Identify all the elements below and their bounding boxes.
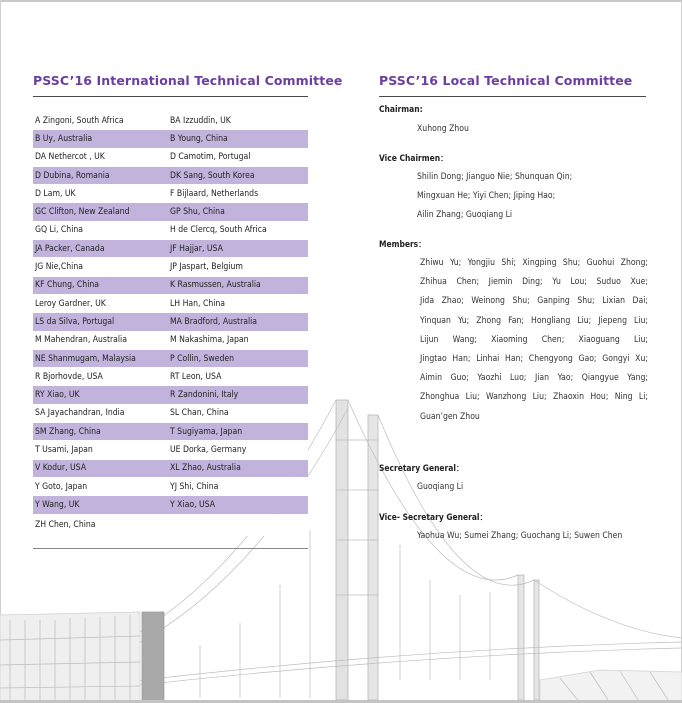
- members-names: [420, 254, 648, 427]
- committee-member-cell: RT Leon, USA: [168, 368, 308, 386]
- table-row: [33, 276, 308, 294]
- name-line: Guoqiang Li: [417, 482, 464, 492]
- vice-secretary-general-heading: Vice- Secretary General：: [379, 512, 488, 522]
- title-divider: [379, 96, 646, 97]
- committee-member-cell: V Kodur, USA: [33, 459, 168, 477]
- table-row: [33, 112, 308, 130]
- committee-member-cell: T Sugiyama, Japan: [168, 423, 308, 441]
- name-line: Jida Zhao; Weinong Shu; Ganping Shu; Lixian Dai;: [420, 296, 648, 307]
- name-line: Zhonghua Liu; Wanzhong Liu; Zhaoxin Hou; Ning Li;: [420, 392, 648, 403]
- table-row: [33, 258, 308, 276]
- secretary-general-heading: Secretary General：: [379, 463, 465, 473]
- committee-member-cell: GQ Li, China: [33, 221, 168, 239]
- committee-member-cell: R Bjorhovde, USA: [33, 368, 168, 386]
- name-line: Ailin Zhang; Guoqiang Li: [417, 210, 513, 221]
- table-row: [33, 477, 308, 495]
- table-row: [33, 368, 308, 386]
- committee-member-cell: BA Izzuddin, UK: [168, 112, 308, 130]
- name-line: Xuhong Zhou: [417, 124, 469, 134]
- committee-member-cell: DK Sang, South Korea: [168, 166, 308, 184]
- committee-member-cell: JP Jaspart, Belgium: [168, 258, 308, 276]
- table-row: [33, 496, 308, 514]
- table-row: [33, 404, 308, 422]
- committee-member-cell: [168, 514, 308, 535]
- table-row: [33, 441, 308, 459]
- committee-member-cell: SL Chan, China: [168, 404, 308, 422]
- secretary-general-names: [417, 478, 463, 497]
- committee-member-cell: T Usami, Japan: [33, 441, 168, 459]
- committee-member-cell: SM Zhang, China: [33, 423, 168, 441]
- name-line: Lijun Wang; Xiaoming Chen; Xiaoguang Liu;: [420, 334, 648, 345]
- name-line: Mingxuan He; Yiyi Chen; Jiping Hao;: [417, 191, 556, 202]
- committee-member-cell: RY Xiao, UK: [33, 386, 168, 404]
- committee-member-cell: MA Bradford, Australia: [168, 313, 308, 331]
- name-line: Guan’gen Zhou: [420, 411, 480, 422]
- committee-member-cell: JG Nie,China: [33, 258, 168, 276]
- committee-member-cell: UE Dorka, Germany: [168, 441, 308, 459]
- committee-member-cell: GC Clifton, New Zealand: [33, 203, 168, 221]
- committee-member-cell: K Rasmussen, Australia: [168, 276, 308, 294]
- name-line: Aimin Guo; Yaozhi Luo; Jian Yao; Qiangyue Yang;: [420, 373, 648, 384]
- committee-member-cell: F Bijlaard, Netherlands: [168, 185, 308, 203]
- committee-member-cell: YJ Shi, China: [168, 477, 308, 495]
- table-row: [33, 386, 308, 404]
- table-row: [33, 203, 308, 221]
- name-line: Zhiwu Yu; Yongjiu Shi; Xingping Shu; Guohui Zhong;: [420, 258, 648, 268]
- committee-member-cell: GP Shu, China: [168, 203, 308, 221]
- name-line: Yaohua Wu; Sumei Zhang; Guochang Li; Suwen Chen: [417, 531, 623, 541]
- committee-member-cell: DA Nethercot , UK: [33, 148, 168, 166]
- table-row: [33, 349, 308, 367]
- table-row: [33, 185, 308, 203]
- committee-member-cell: KF Chung, China: [33, 276, 168, 294]
- chairman-heading: Chairman:: [379, 104, 423, 114]
- table-bottom-rule: [33, 548, 308, 549]
- committee-member-cell: XL Zhao, Australia: [168, 459, 308, 477]
- committee-member-cell: LS da Silva, Portugal: [33, 313, 168, 331]
- committee-member-cell: M Mahendran, Australia: [33, 331, 168, 349]
- table-row: [33, 130, 308, 148]
- table-row: [33, 221, 308, 239]
- table-row: [33, 166, 308, 184]
- committee-member-cell: M Nakashima, Japan: [168, 331, 308, 349]
- committee-member-cell: LH Han, China: [168, 294, 308, 312]
- table-row: [33, 423, 308, 441]
- table-row: [33, 331, 308, 349]
- table-row: [33, 313, 308, 331]
- table-row: [33, 240, 308, 258]
- committee-member-cell: SA Jayachandran, India: [33, 404, 168, 422]
- vice-chairmen-names: [417, 168, 572, 226]
- title-divider: [33, 96, 308, 97]
- committee-member-cell: B Young, China: [168, 130, 308, 148]
- international-committee-table: [33, 112, 308, 536]
- committee-member-cell: D Dubina, Romania: [33, 166, 168, 184]
- local-committee-title: PSSC’16 Local Technical Committee: [379, 73, 633, 88]
- committee-member-cell: NE Shanmugam, Malaysia: [33, 349, 168, 367]
- committee-member-cell: D Camotim, Portugal: [168, 148, 308, 166]
- name-line: Jingtao Han; Linhai Han; Chengyong Gao; Gongyi Xu;: [420, 354, 648, 365]
- committee-member-cell: Y Goto, Japan: [33, 477, 168, 495]
- committee-member-cell: ZH Chen, China: [33, 514, 168, 535]
- committee-member-cell: Y Xiao, USA: [168, 496, 308, 514]
- committee-member-cell: B Uy, Australia: [33, 130, 168, 148]
- international-committee-title: PSSC’16 International Technical Committee: [33, 73, 343, 88]
- chairman-names: [417, 120, 469, 139]
- name-line: Zhihua Chen; Jiemin Ding; Yu Lou; Suduo Xue;: [420, 277, 648, 288]
- committee-member-cell: H de Clercq, South Africa: [168, 221, 308, 239]
- committee-member-cell: JF Hajjar, USA: [168, 240, 308, 258]
- committee-member-cell: D Lam, UK: [33, 185, 168, 203]
- table-row: [33, 514, 308, 535]
- members-heading: Members：: [379, 239, 427, 249]
- committee-member-cell: Y Wang, UK: [33, 496, 168, 514]
- table-row: [33, 294, 308, 312]
- name-line: Shilin Dong; Jianguo Nie; Shunquan Qin;: [417, 172, 573, 182]
- vice-secretary-general-names: [417, 527, 622, 546]
- page-edge-top: [0, 0, 682, 2]
- committee-member-cell: P Collin, Sweden: [168, 349, 308, 367]
- committee-member-cell: R Zandonini, Italy: [168, 386, 308, 404]
- committee-member-cell: Leroy Gardner, UK: [33, 294, 168, 312]
- table-row: [33, 459, 308, 477]
- name-line: Yinquan Yu; Zhong Fan; Hongliang Liu; Jiepeng Liu;: [420, 315, 648, 326]
- table-row: [33, 148, 308, 166]
- committee-member-cell: A Zingoni, South Africa: [33, 112, 168, 130]
- vice-chairmen-heading: Vice Chairmen：: [379, 153, 449, 163]
- committee-member-cell: JA Packer, Canada: [33, 240, 168, 258]
